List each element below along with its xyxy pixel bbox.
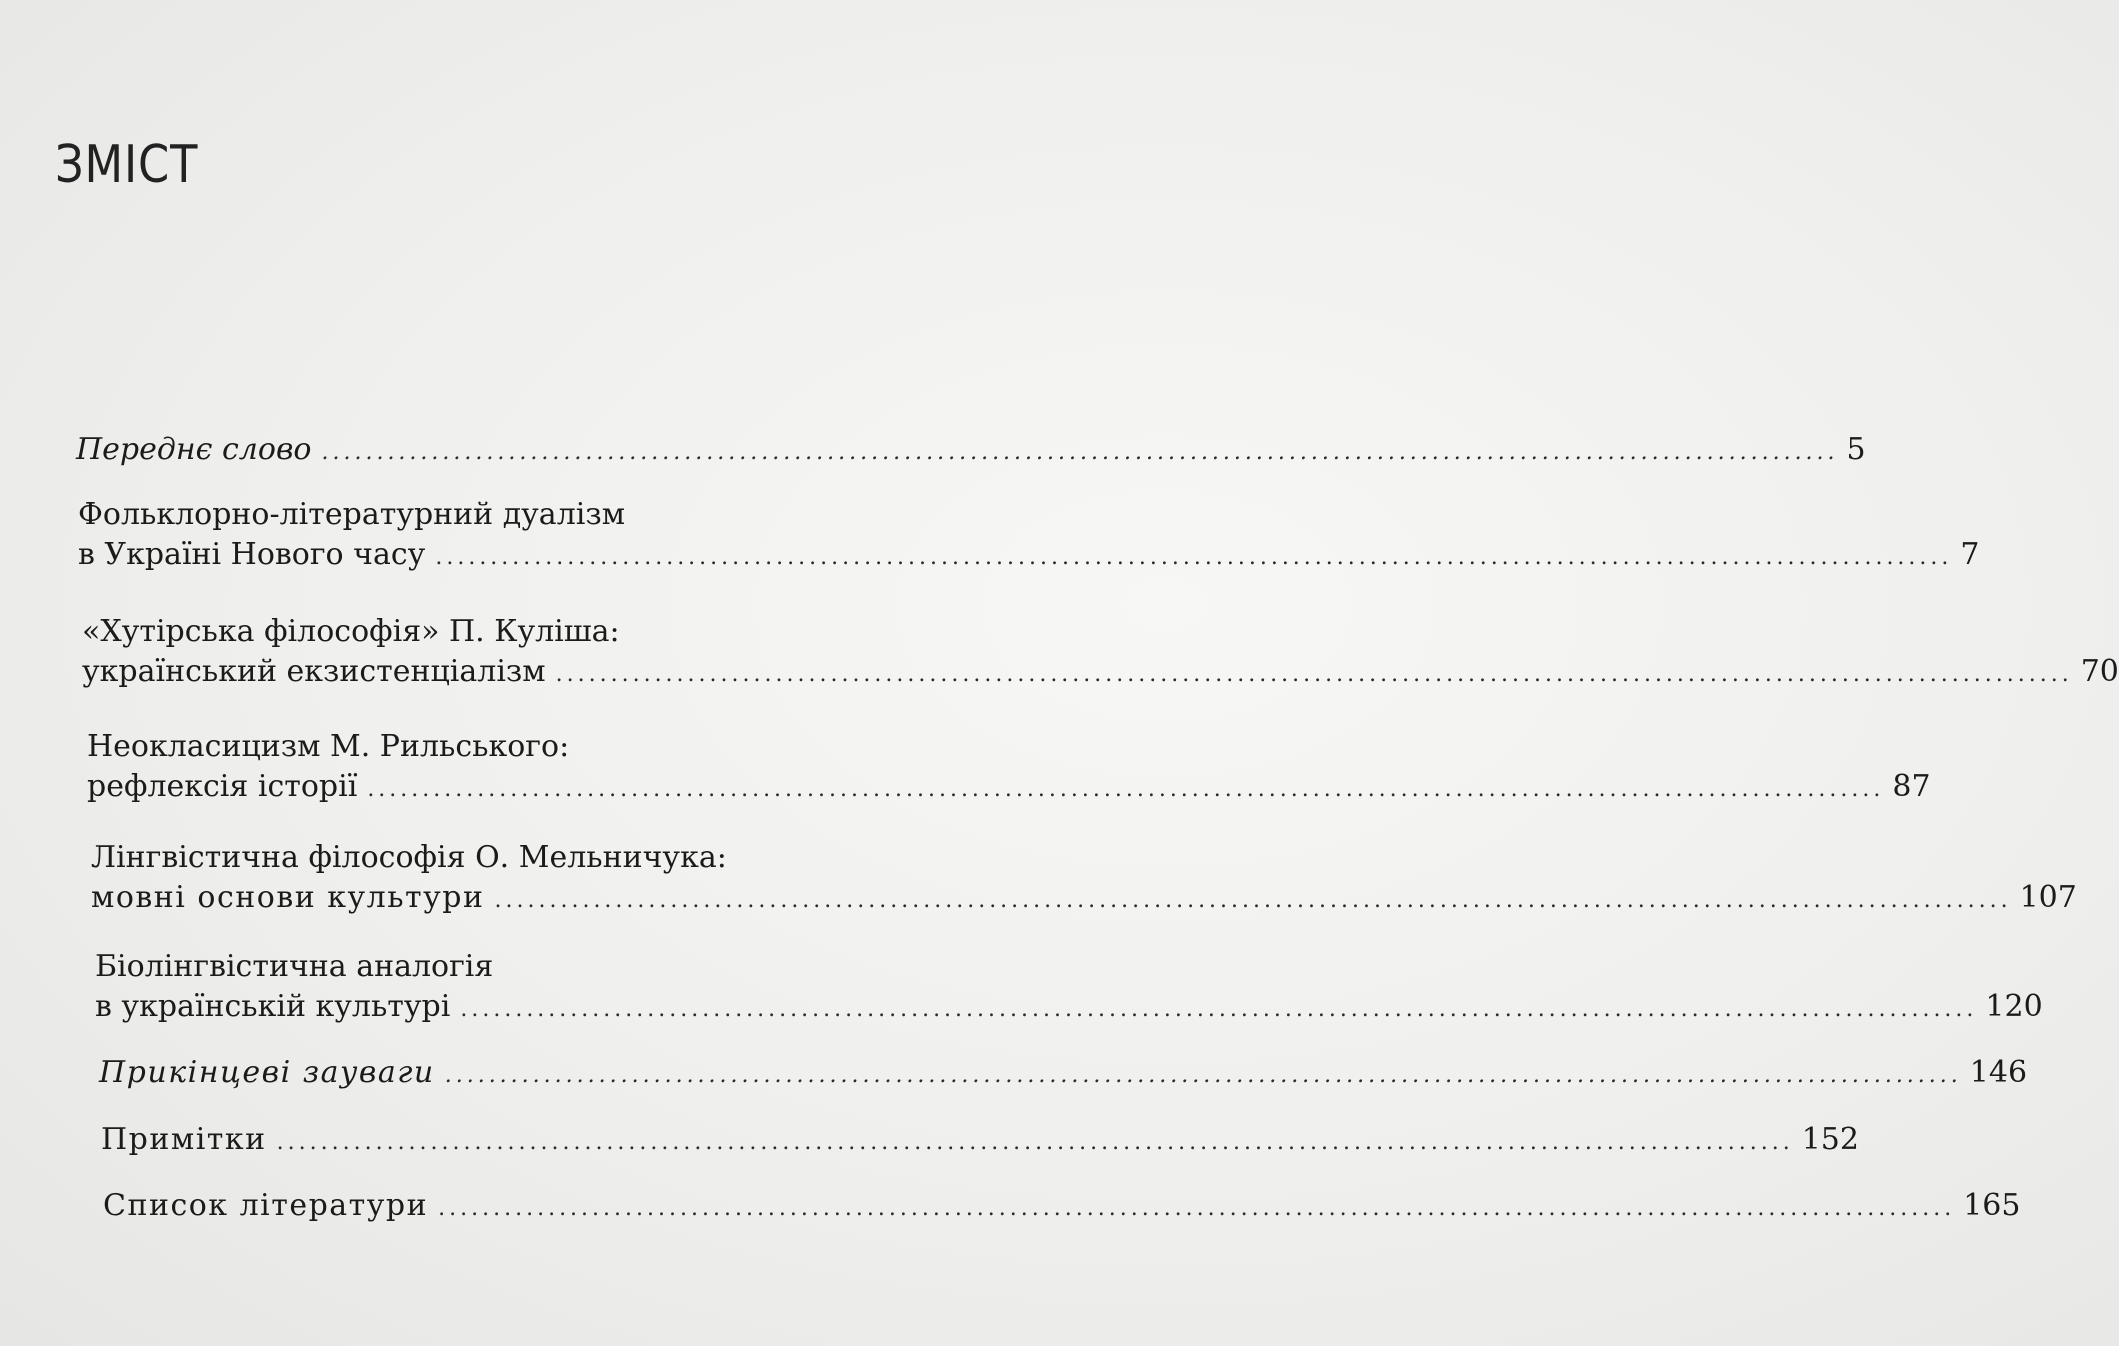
toc-entry-foreword[interactable] [76, 430, 1866, 473]
toc-entry-notes[interactable] [101, 1120, 1859, 1163]
toc-entry-biolinguistic[interactable] [95, 947, 2043, 1030]
toc-page-number: 152 [1801, 1122, 1859, 1157]
page-title: ЗМІСТ [55, 135, 199, 195]
leader-dots: .......................................................................................................................................... [494, 888, 2012, 913]
toc-page-number: 70 [2080, 654, 2119, 689]
leader-dots: .......................................................................................................................................... [276, 1130, 1794, 1155]
toc-entry-final-remarks[interactable] [99, 1053, 2028, 1096]
toc-page-number: 87 [1892, 769, 1931, 804]
toc-entry-line [76, 430, 1866, 473]
toc-page-number: 146 [1969, 1055, 2028, 1090]
leader-dots: .......................................................................................................................................... [367, 777, 1885, 802]
toc-entry-line [91, 878, 2077, 921]
toc-entry-title: Фольклорно-літературний дуалізм [78, 497, 626, 532]
leader-dots: .......................................................................................................................................... [460, 997, 1978, 1022]
toc-entry-line [78, 535, 1980, 578]
leader-dots: .......................................................................................................................................... [444, 1063, 1962, 1088]
toc-entry-title-continued: мовні основи культури [91, 880, 485, 915]
toc-entry-line [87, 767, 1931, 810]
toc-entry-title: Переднє слово [76, 432, 312, 467]
toc-entry-line [101, 1120, 1859, 1163]
toc-entry-kulish[interactable] [82, 612, 2119, 695]
leader-dots: .......................................................................................................................................... [435, 545, 1953, 570]
leader-dots: .......................................................................................................................................... [438, 1196, 1956, 1221]
toc-page-number: 107 [2019, 880, 2077, 915]
toc-page-number: 120 [1985, 989, 2043, 1024]
toc-entry-title-continued: в Україні Нового часу [78, 537, 426, 572]
toc-entry-line [95, 987, 2043, 1030]
toc-entry-line [99, 1053, 2028, 1096]
toc-entry-title: Список літератури [103, 1188, 429, 1223]
toc-entry-title: Біолінгвістична аналогія [95, 949, 494, 984]
toc-entry-line [82, 652, 2119, 695]
toc-entry-title: Неокласицизм М. Рильського: [87, 729, 570, 764]
toc-page-number: 5 [1846, 432, 1866, 467]
toc-entry-melnychuk[interactable] [91, 838, 2077, 921]
toc-page-number: 7 [1960, 537, 1980, 572]
toc-entry-title: Лінгвістична філософія О. Мельничука: [91, 840, 727, 875]
toc-entry-bibliography[interactable] [103, 1186, 2021, 1229]
toc-entry-line [103, 1186, 2021, 1229]
leader-dots: .......................................................................................................................................... [555, 662, 2073, 687]
toc-entry-title: Прикінцеві зауваги [99, 1055, 435, 1090]
toc-entry-title: Примітки [101, 1122, 267, 1157]
toc-entry-folklore-dualism[interactable] [78, 495, 1980, 578]
toc-entry-title-continued: в українській культурі [95, 989, 451, 1024]
leader-dots: .......................................................................................................................................... [321, 440, 1839, 465]
toc-entry-title-continued: рефлексія історії [87, 769, 358, 804]
toc-page-number: 165 [1963, 1188, 2021, 1223]
toc-entry-title-continued: український екзистенціалізм [82, 654, 546, 689]
toc-entry-rylsky[interactable] [87, 727, 1931, 810]
toc-entry-title: «Хутірська філософія» П. Куліша: [82, 614, 620, 649]
